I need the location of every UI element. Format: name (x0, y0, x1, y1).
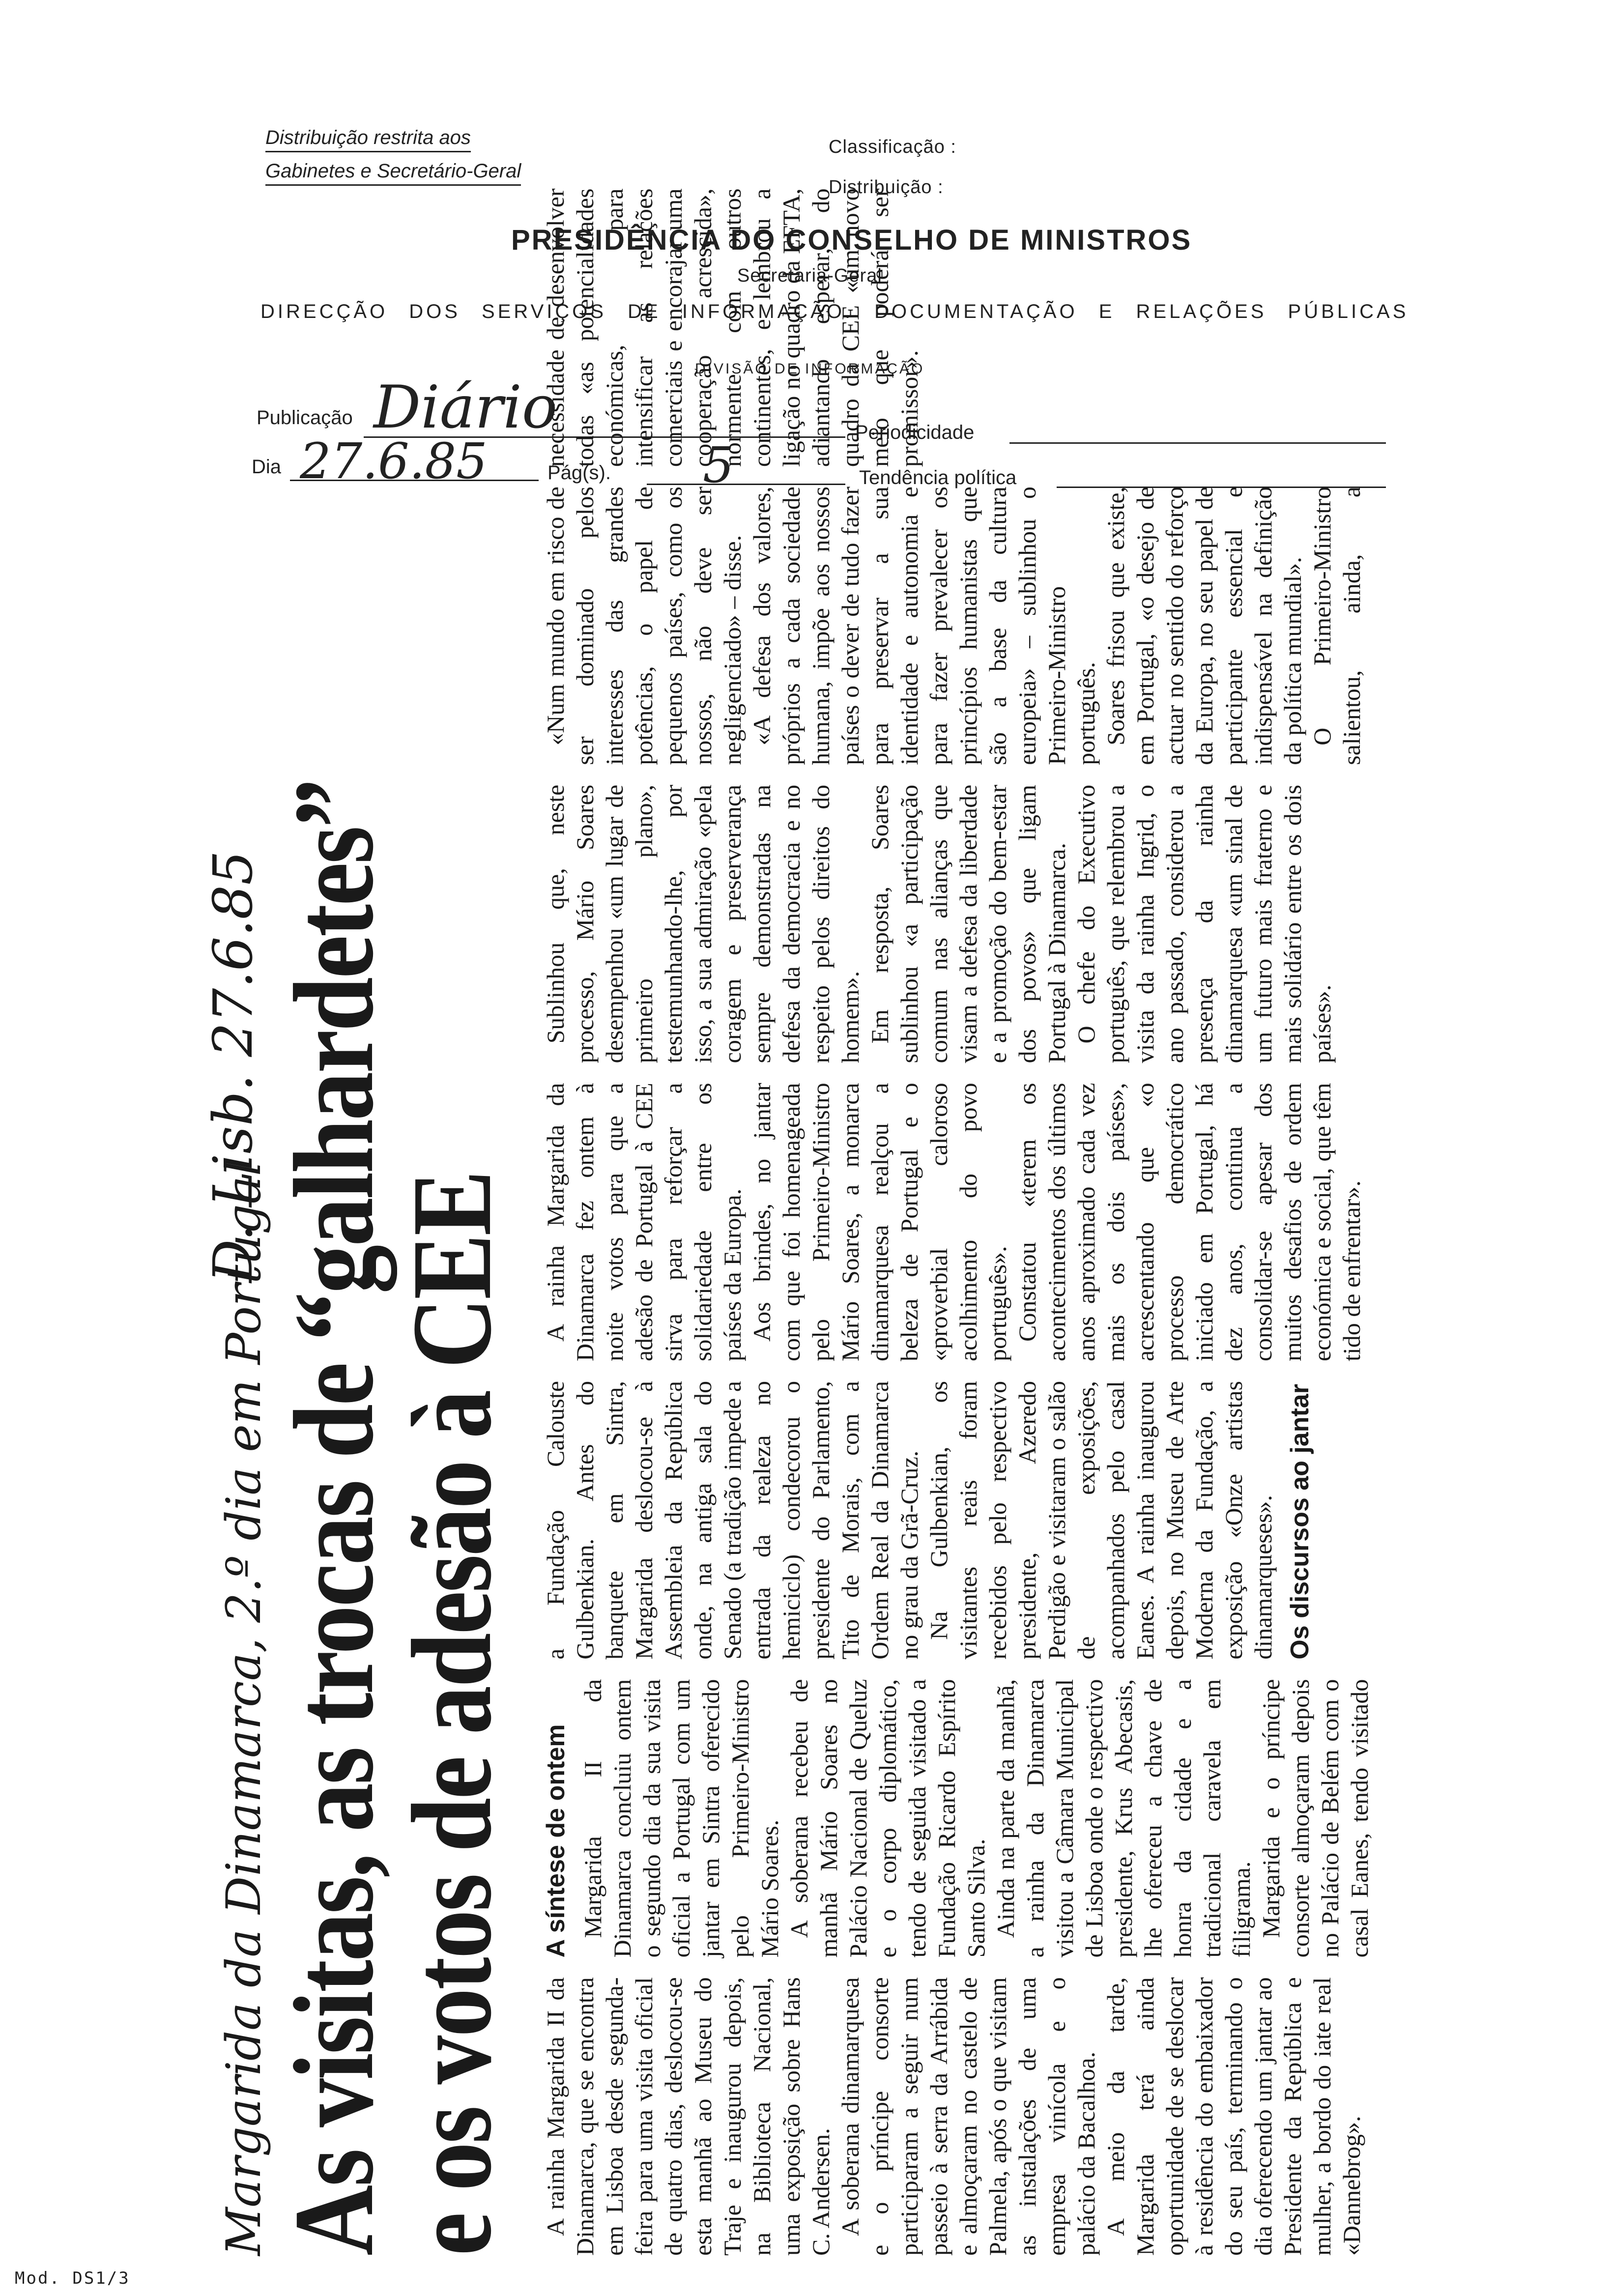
direccao-servicos: DIRECÇÃO DOS SERVIÇOS DE INFORMAÇÃO. DOCUMENTAÇÃO E RELAÇÕES PÚBLICAS (260, 301, 1409, 322)
paragraph: Margarida II da Dinamarca concluiu ontem o segundo dia da sua visita oficial a Portugal com um jantar em Sintra oferecido pelo Primeiro-Ministro Mário Soares. (579, 1679, 783, 1958)
dia-label: Dia (252, 456, 282, 478)
paragraph: Margarida e o príncipe consorte almoçaram depois no Palácio de Belém com o casal Eanes, tendo visitado a Fundação Calouste Gulbenkian. Antes do banquete em Sintra, Margarida deslocou-se à Assembleia da República onde, na antiga sala do Senado (a tradição impede a entrada da realeza no hemiciclo) condecorou o presidente do Parlamento, Tito de Morais, com a Ordem Real da Dinamarca no grau da Grã-Cruz. (542, 1381, 1373, 1958)
pags-line (647, 484, 845, 485)
divisao-informacao: DIVISÃO DE INFORMAÇÃO (695, 361, 925, 377)
paragraph: Ainda na parte da manhã, a rainha da Dinamarca visitou a Câmara Municipal de Lisboa onde o respectivo presidente, Krus Abecasis, lhe ofereceu a chave de honra da cidade e a tradicional caravela em filigrama. (992, 1679, 1255, 1958)
paragraph: Soares frisou que existe, em Portugal, «o desejo de actuar no sentido do reforço da Europa, no seu papel de participante essencial e indispensável na definição da política mundial». (1102, 487, 1306, 765)
periodicidade-label: Periodicidade (855, 422, 975, 443)
subhead-discursos: Os discursos ao jantar (1286, 1384, 1314, 1660)
periodicidade-line (1009, 442, 1386, 444)
paragraph: O chefe do Executivo português, que relembrou a visita da rainha Ingrid, o ano passado, considerou a presença da rainha dinamarquesa «um sinal de um futuro mais fraterno e mais solidário entre os dois países». (1072, 784, 1336, 1063)
paragraph: A soberana dinamarquesa e o príncipe consorte participaram a seguir num passeio à serra da Arrábida e almoçaram no castelo de Palmela, após o que visitam as instalações de uma empresa vinícola e o palácio da Bacalhoa. (836, 1977, 1100, 2256)
pags-handwriting: 5 (703, 436, 734, 494)
paragraph: Constatou «terem os acontecimentos dos últimos anos aproximado cada vez mais os dois países», acrescentando que «o processo democrático iniciado em Portugal, há dez anos, continua a consolidar-se apesar dos muitos desafios de ordem económica e social, que têm tido de enfrentar». (1013, 1083, 1365, 1362)
headline-line-1: As visitas, as trocas de “galhardetes” (271, 780, 397, 2256)
paragraph: A rainha Margarida II da Dinamarca, que se encontra em Lisboa desde segunda-feira para uma visita oficial de quatro dias, deslocou-se esta manhã ao Museu do Traje e inaugurou depois, na Biblioteca Nacional, uma exposição sobre Hans C. Andersen. (542, 1977, 835, 2256)
headline-line-2: e os votos de adesão à CEE (389, 1172, 515, 2256)
form-model-code: Mod. DS1/3 (15, 2268, 130, 2288)
paragraph: Aos brindes, no jantar com que foi homenageada pelo Primeiro-Ministro Mário Soares, a monarca dinamarquesa realçou a beleza de Portugal e o «proverbial caloroso acolhimento do povo português». (748, 1083, 1011, 1362)
paragraph: Na Gulbenkian, os visitantes reais foram recebidos pelo respectivo presidente, Azeredo Perdigão e visitaram o salão de exposições, acompanhados pelo casal Eanes. A rainha inaugurou depois, no Museu de Arte Moderna da Fundação, a exposição «Onze artistas dinamarqueses». (925, 1381, 1277, 1660)
paragraph: «Num mundo em risco de ser dominado pelos interesses das grandes potências, o papel de pequenos países, como os nossos, não deve ser negligenciado» – disse. (542, 487, 746, 765)
paragraph: A soberana recebeu de manhã Mário Soares no Palácio Nacional de Queluz e o corpo diplomático, tendo de seguida visitado a Fundação Ricardo Espírito Santo Silva. (785, 1679, 990, 1958)
distribution-line-1: Distribuição restrita aos (265, 127, 471, 152)
classificacao-label: Classificação : (829, 137, 956, 157)
paragraph: «A defesa dos valores, próprios a cada sociedade humana, impõe aos nossos países o dever de tudo fazer para preservar a sua identidade e autonomia e para fazer prevalecer os princípios humanistas que são a base da cultura europeia» – sublinhou o Primeiro-Ministro português. (748, 487, 1100, 765)
distribuicao-label: Distribuição : (829, 177, 944, 198)
tendencia-label: Tendência política (859, 467, 1017, 488)
publicacao-handwriting: Diário (374, 373, 558, 442)
paragraph: O Primeiro-Ministro salientou, ainda, a necessidade de desenvolver todas «as potencialidades económicas, para intensificar as relações comerciais e encorajar uma cooperação acrescida», normente com outros continentes, e lembrou a ligação no quadro da EFTA, adiantando esperar, do quadro da CEE «um novo meio que poderá ser promissor». (542, 188, 1365, 765)
pags-label: Pág(s). (547, 462, 611, 484)
article-byline: Margarida da Dinamarca, 2.º dia em Portugal (216, 1161, 271, 2256)
distribution-line-2: Gabinetes e Secretário-Geral (265, 160, 521, 186)
publicacao-label: Publicação (257, 407, 353, 429)
paragraph: Em resposta, Soares sublinhou «a participação comum nas alianças que visam a defesa da liberdade e a promoção do bem-estar dos povos» que ligam Portugal à Dinamarca. (866, 784, 1070, 1063)
subhead-sintese: A síntese de ontem (542, 1724, 570, 1958)
paragraph: A meio da tarde, Margarida terá ainda oportunidade de se deslocar à residência do embaixador do seu país, terminando o dia oferecendo um jantar ao Presidente da República e mulher, a bordo do iate real «Dannebrog». (1102, 1977, 1365, 2256)
byline-handwriting: D. Lisb. 27.6.85 (202, 850, 264, 1283)
paragraph: Sublinhou que, neste processo, Mário Soares desempenhou «um lugar de primeiro plano», testemunhando-lhe, por isso, a sua admiração «pela coragem e preserverança sempre demonstradas na defesa da democracia e no respeito pelos direitos do homem». (542, 784, 864, 1063)
paragraph: A rainha Margarida da Dinamarca fez ontem à noite votos para que a adesão de Portugal à CEE sirva para reforçar a solidariedade entre os países da Europa. (542, 1083, 746, 1362)
presidencia-title: PRESIDÊNCIA DO CONSELHO DE MINISTROS (511, 224, 1192, 256)
dia-handwriting: 27.6.85 (300, 432, 488, 490)
secretaria-geral: Secretaria-Geral (737, 265, 882, 286)
